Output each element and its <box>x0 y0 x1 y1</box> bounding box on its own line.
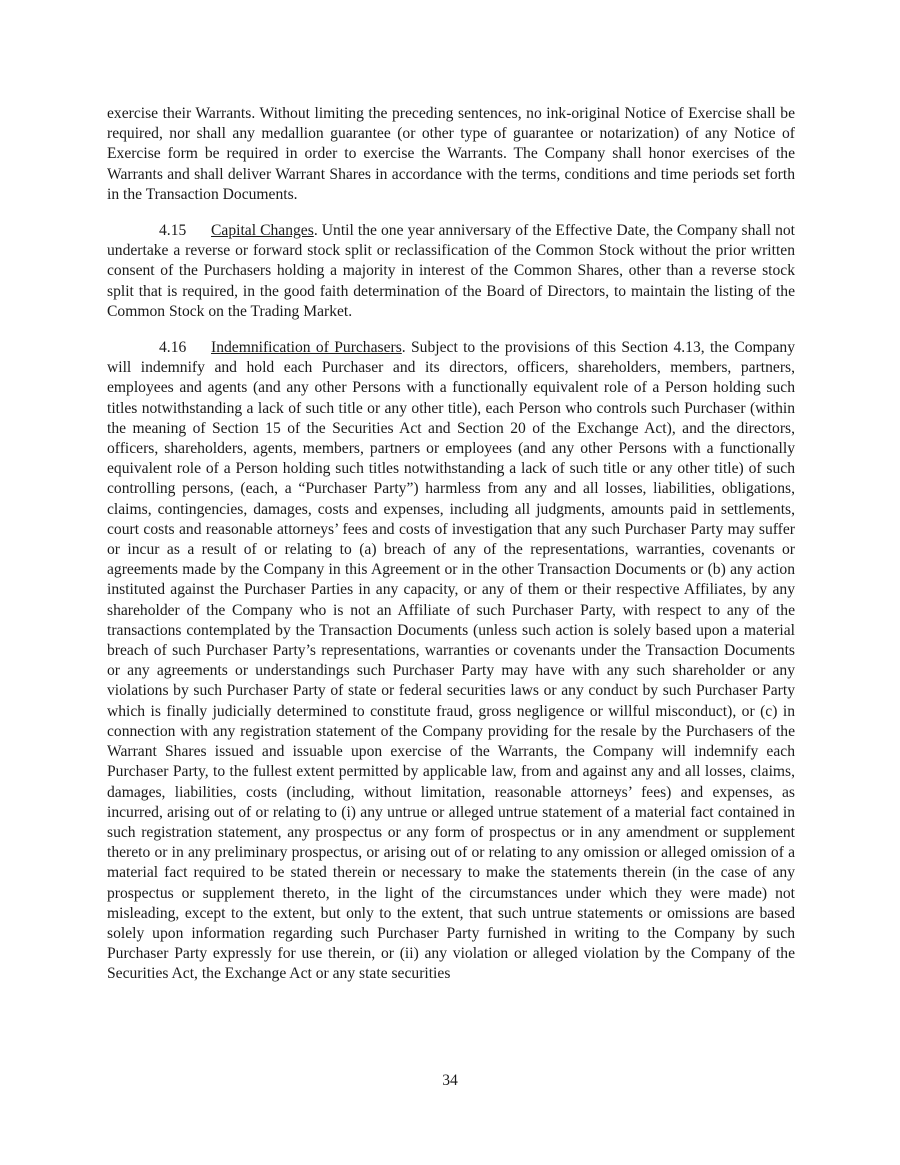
document-body <box>107 104 795 1001</box>
section-body: . Subject to the provisions of this Section 4.13, the Company will indemnify and hold each Purchaser and its directors, officers, shareholders, members, partners, employees and agents (and any other Persons with a functionally equivalent role of a Person holding such titles notwithstanding a lack of such title or any other title), each Person who controls such Purchaser (within the meaning of Section 15 of the Securities Act and Section 20 of the Exchange Act), and the directors, officers, shareholders, agents, members, partners or employees (and any other Persons with a functionally equivalent role of a Person holding such titles notwithstanding a lack of such title or any other title) of such controlling persons, (each, a “Purchaser Party”) harmless from any and all losses, liabilities, obligations, claims, contingencies, damages, costs and expenses, including all judgments, amounts paid in settlements, court costs and reasonable attorneys’ fees and costs of investigation that any such Purchaser Party may suffer or incur as a result of or relating to (a) breach of any of the representations, warranties, covenants or agreements made by the Company in this Agreement or in the other Transaction Documents or (b) any action instituted against the Purchaser Parties in any capacity, or any of them or their respective Affiliates, by any shareholder of the Company who is not an Affiliate of such Purchaser Party, with respect to any of the transactions contemplated by the Transaction Documents (unless such action is solely based upon a material breach of such Purchaser Party’s representations, warranties or covenants under the Transaction Documents or any agreements or understandings such Purchaser Party may have with any such shareholder or any violations by such Purchaser Party of state or federal securities laws or any conduct by such Purchaser Party which is finally judicially determined to constitute fraud, gross negligence or willful misconduct), or (c) in connection with any registration statement of the Company providing for the resale by the Purchasers of the Warrant Shares issued and issuable upon exercise of the Warrants, the Company will indemnify each Purchaser Party, to the fullest extent permitted by applicable law, from and against any and all losses, claims, damages, liabilities, costs (including, without limitation, reasonable attorneys’ fees) and expenses, as incurred, arising out of or relating to (i) any untrue or alleged untrue statement of a material fact contained in such registration statement, any prospectus or any form of prospectus or in any amendment or supplement thereto or in any preliminary prospectus, or arising out of or relating to any omission or alleged omission of a material fact required to be stated therein or necessary to make the statements therein (in the case of any prospectus or supplement thereto, in the light of the circumstances under which they were made) not misleading, except to the extent, but only to the extent, that such untrue statements or omissions are based solely upon information regarding such Purchaser Party furnished in writing to the Company by such Purchaser Party expressly for use therein, or (ii) any violation or alleged violation by the Company of the Securities Act, the Exchange Act or any state securities <box>107 339 795 983</box>
section-number: 4.15 <box>159 222 187 240</box>
section-body: . Until the one year anniversary of the Effective Date, the Company shall not undertake a reverse or forward stock split or reclassification of the Common Stock without the prior written consent of the Purchasers holding a majority in interest of the Common Shares, other than a reverse stock split that is required, in the good faith determination of the Board of Directors, to maintain the listing of the Common Stock on the Trading Market. <box>107 222 795 320</box>
page-number: 34 <box>442 1072 458 1089</box>
opening-paragraph: exercise their Warrants. Without limiting the preceding sentences, no ink-original Notice of Exercise shall be required, nor shall any medallion guarantee (or other type of guarantee or notarization) of any Notice of Exercise form be required in order to exercise the Warrants. The Company shall honor exercises of the Warrants and shall deliver Warrant Shares in accordance with the terms, conditions and time periods set forth in the Transaction Documents. <box>107 105 795 203</box>
section-number: 4.16 <box>159 339 187 357</box>
section-title: Indemnification of Purchasers <box>211 339 402 357</box>
section-title: Capital Changes <box>211 222 314 240</box>
section-4-16 <box>107 338 795 985</box>
section-4-15 <box>107 221 795 322</box>
